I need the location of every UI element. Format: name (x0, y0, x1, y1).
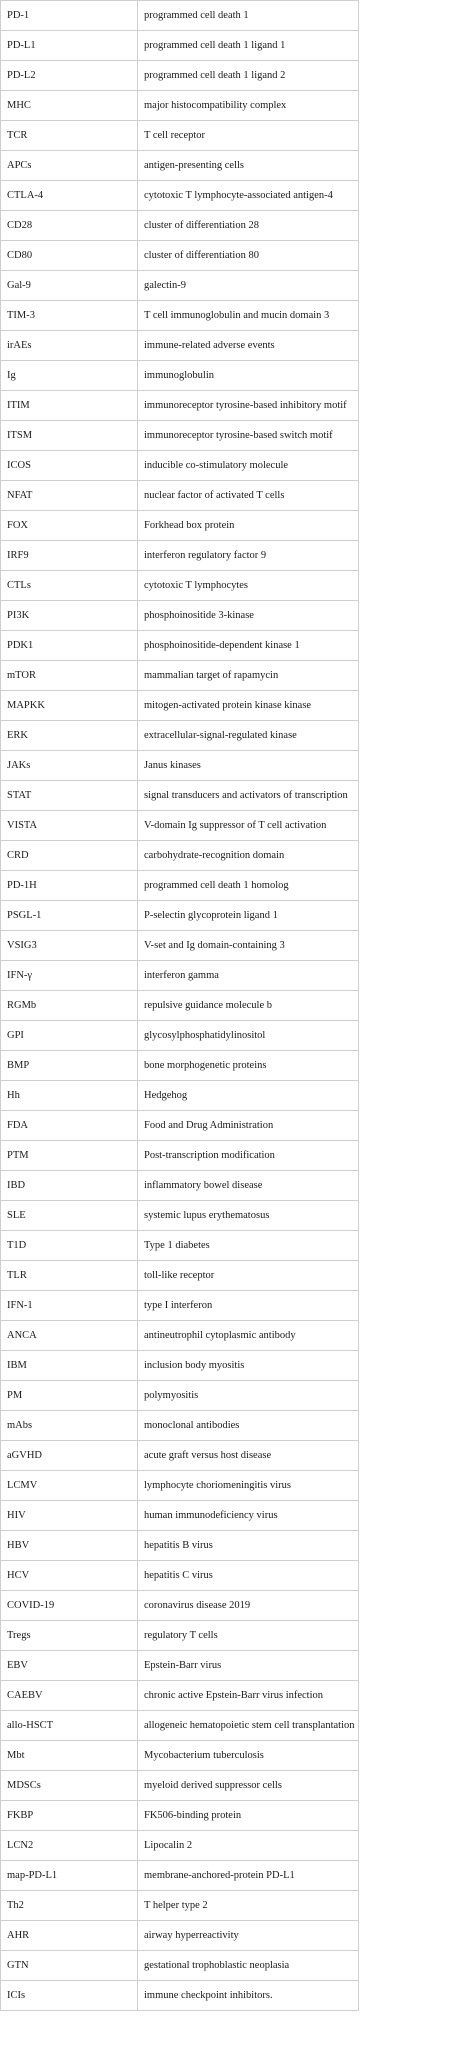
table-row (1, 1771, 359, 1801)
abbreviation-cell: CTLs (1, 571, 138, 601)
definition-cell: acute graft versus host disease (138, 1441, 359, 1471)
abbreviation-cell: PDK1 (1, 631, 138, 661)
abbreviation-cell: NFAT (1, 481, 138, 511)
definition-cell: mammalian target of rapamycin (138, 661, 359, 691)
abbreviation-cell: aGVHD (1, 1441, 138, 1471)
abbreviation-cell: AHR (1, 1921, 138, 1951)
abbreviation-cell: ITSM (1, 421, 138, 451)
table-row (1, 181, 359, 211)
abbreviation-cell: CD28 (1, 211, 138, 241)
abbreviation-cell: PI3K (1, 601, 138, 631)
definition-cell: immunoreceptor tyrosine-based inhibitory motif (138, 391, 359, 421)
abbreviation-cell: SLE (1, 1201, 138, 1231)
definition-cell: phosphoinositide 3-kinase (138, 601, 359, 631)
abbreviation-cell: mTOR (1, 661, 138, 691)
abbreviation-cell: PD-1H (1, 871, 138, 901)
table-row (1, 361, 359, 391)
definition-cell: programmed cell death 1 ligand 1 (138, 31, 359, 61)
table-row (1, 661, 359, 691)
definition-cell: Mycobacterium tuberculosis (138, 1741, 359, 1771)
abbreviation-cell: ANCA (1, 1321, 138, 1351)
definition-cell: human immunodeficiency virus (138, 1501, 359, 1531)
table-row (1, 571, 359, 601)
definition-cell: hepatitis C virus (138, 1561, 359, 1591)
definition-cell: interferon gamma (138, 961, 359, 991)
abbreviation-cell: GPI (1, 1021, 138, 1051)
abbreviation-cell: FKBP (1, 1801, 138, 1831)
definition-cell: Food and Drug Administration (138, 1111, 359, 1141)
definition-cell: programmed cell death 1 ligand 2 (138, 61, 359, 91)
abbreviation-cell: Th2 (1, 1891, 138, 1921)
table-row (1, 1921, 359, 1951)
definition-cell: V-set and Ig domain-containing 3 (138, 931, 359, 961)
abbreviation-cell: HBV (1, 1531, 138, 1561)
abbreviation-cell: map-PD-L1 (1, 1861, 138, 1891)
table-row (1, 721, 359, 751)
table-row (1, 901, 359, 931)
definition-cell: hepatitis B virus (138, 1531, 359, 1561)
table-row (1, 841, 359, 871)
abbreviation-cell: Mbt (1, 1741, 138, 1771)
table-row (1, 1111, 359, 1141)
abbreviation-cell: Gal-9 (1, 271, 138, 301)
table-row (1, 241, 359, 271)
table-row (1, 1561, 359, 1591)
definition-cell: coronavirus disease 2019 (138, 1591, 359, 1621)
definition-cell: cytotoxic T lymphocytes (138, 571, 359, 601)
abbreviation-cell: FDA (1, 1111, 138, 1141)
table-row (1, 931, 359, 961)
abbreviation-cell: TIM-3 (1, 301, 138, 331)
table-row (1, 1411, 359, 1441)
table-row (1, 1141, 359, 1171)
definition-cell: Forkhead box protein (138, 511, 359, 541)
table-row (1, 1321, 359, 1351)
definition-cell: carbohydrate-recognition domain (138, 841, 359, 871)
table-row (1, 1261, 359, 1291)
definition-cell: chronic active Epstein-Barr virus infection (138, 1681, 359, 1711)
abbreviation-cell: CAEBV (1, 1681, 138, 1711)
abbreviation-cell: ITIM (1, 391, 138, 421)
definition-cell: nuclear factor of activated T cells (138, 481, 359, 511)
definition-cell: inclusion body myositis (138, 1351, 359, 1381)
definition-cell: airway hyperreactivity (138, 1921, 359, 1951)
table-row (1, 1441, 359, 1471)
definition-cell: glycosylphosphatidylinositol (138, 1021, 359, 1051)
table-row (1, 1981, 359, 2011)
definition-cell: antineutrophil cytoplasmic antibody (138, 1321, 359, 1351)
abbreviation-cell: IBM (1, 1351, 138, 1381)
table-row (1, 1711, 359, 1741)
table-row (1, 601, 359, 631)
definition-cell: immune-related adverse events (138, 331, 359, 361)
definition-cell: extracellular-signal-regulated kinase (138, 721, 359, 751)
table-row (1, 1891, 359, 1921)
definition-cell: inflammatory bowel disease (138, 1171, 359, 1201)
table-row (1, 751, 359, 781)
table-row (1, 961, 359, 991)
definition-cell: interferon regulatory factor 9 (138, 541, 359, 571)
definition-cell: antigen-presenting cells (138, 151, 359, 181)
definition-cell: P-selectin glycoprotein ligand 1 (138, 901, 359, 931)
abbreviation-cell: PD-L2 (1, 61, 138, 91)
table-row (1, 1351, 359, 1381)
table-row (1, 61, 359, 91)
abbreviation-cell: MAPKK (1, 691, 138, 721)
definition-cell: myeloid derived suppressor cells (138, 1771, 359, 1801)
abbreviation-cell: COVID-19 (1, 1591, 138, 1621)
abbreviation-cell: IRF9 (1, 541, 138, 571)
abbreviation-cell: HCV (1, 1561, 138, 1591)
definition-cell: Epstein-Barr virus (138, 1651, 359, 1681)
definition-cell: programmed cell death 1 (138, 1, 359, 31)
table-row (1, 1231, 359, 1261)
definition-cell: phosphoinositide-dependent kinase 1 (138, 631, 359, 661)
abbreviation-cell: LCMV (1, 1471, 138, 1501)
table-row (1, 631, 359, 661)
definition-cell: signal transducers and activators of transcription (138, 781, 359, 811)
table-row (1, 811, 359, 841)
abbreviation-cell: IFN-γ (1, 961, 138, 991)
table-row (1, 1831, 359, 1861)
definition-cell: Type 1 diabetes (138, 1231, 359, 1261)
table-row (1, 1471, 359, 1501)
table-row (1, 1531, 359, 1561)
abbreviation-cell: T1D (1, 1231, 138, 1261)
abbreviation-cell: JAKs (1, 751, 138, 781)
definition-cell: cluster of differentiation 28 (138, 211, 359, 241)
abbreviation-cell: IFN-1 (1, 1291, 138, 1321)
table-row (1, 151, 359, 181)
table-row (1, 451, 359, 481)
definition-cell: T cell immunoglobulin and mucin domain 3 (138, 301, 359, 331)
table-row (1, 1651, 359, 1681)
definition-cell: monoclonal antibodies (138, 1411, 359, 1441)
table-row (1, 1381, 359, 1411)
table-row (1, 271, 359, 301)
abbreviation-cell: LCN2 (1, 1831, 138, 1861)
definition-cell: toll-like receptor (138, 1261, 359, 1291)
definition-cell: Lipocalin 2 (138, 1831, 359, 1861)
table-row (1, 1051, 359, 1081)
abbreviation-cell: VSIG3 (1, 931, 138, 961)
abbreviation-cell: PD-L1 (1, 31, 138, 61)
definition-cell: V-domain Ig suppressor of T cell activation (138, 811, 359, 841)
table-row (1, 1081, 359, 1111)
table-row (1, 121, 359, 151)
table-row (1, 421, 359, 451)
abbreviation-cell: APCs (1, 151, 138, 181)
abbreviation-cell: FOX (1, 511, 138, 541)
definition-cell: systemic lupus erythematosus (138, 1201, 359, 1231)
abbreviation-cell: TLR (1, 1261, 138, 1291)
abbreviation-table-body (1, 1, 359, 2011)
table-row (1, 481, 359, 511)
definition-cell: Post-transcription modification (138, 1141, 359, 1171)
definition-cell: lymphocyte choriomeningitis virus (138, 1471, 359, 1501)
table-row (1, 991, 359, 1021)
abbreviation-cell: mAbs (1, 1411, 138, 1441)
table-row (1, 91, 359, 121)
definition-cell: immunoreceptor tyrosine-based switch motif (138, 421, 359, 451)
abbreviation-cell: CTLA-4 (1, 181, 138, 211)
definition-cell: mitogen-activated protein kinase kinase (138, 691, 359, 721)
abbreviation-cell: ICOS (1, 451, 138, 481)
table-row (1, 781, 359, 811)
table-row (1, 31, 359, 61)
definition-cell: programmed cell death 1 homolog (138, 871, 359, 901)
abbreviation-cell: IBD (1, 1171, 138, 1201)
abbreviation-cell: MHC (1, 91, 138, 121)
abbreviation-cell: PTM (1, 1141, 138, 1171)
definition-cell: T helper type 2 (138, 1891, 359, 1921)
table-row (1, 1621, 359, 1651)
definition-cell: polymyositis (138, 1381, 359, 1411)
table-row (1, 1, 359, 31)
definition-cell: Janus kinases (138, 751, 359, 781)
definition-cell: repulsive guidance molecule b (138, 991, 359, 1021)
table-row (1, 541, 359, 571)
abbreviation-cell: PM (1, 1381, 138, 1411)
abbreviation-cell: VISTA (1, 811, 138, 841)
abbreviation-cell: MDSCs (1, 1771, 138, 1801)
table-row (1, 1681, 359, 1711)
definition-cell: immunoglobulin (138, 361, 359, 391)
definition-cell: cytotoxic T lymphocyte-associated antigen-4 (138, 181, 359, 211)
definition-cell: type I interferon (138, 1291, 359, 1321)
abbreviation-cell: PD-1 (1, 1, 138, 31)
abbreviation-cell: HIV (1, 1501, 138, 1531)
table-row (1, 391, 359, 421)
abbreviation-cell: STAT (1, 781, 138, 811)
abbreviation-cell: CD80 (1, 241, 138, 271)
definition-cell: allogeneic hematopoietic stem cell transplantation (138, 1711, 359, 1741)
table-row (1, 1201, 359, 1231)
abbreviation-cell: TCR (1, 121, 138, 151)
abbreviation-cell: allo-HSCT (1, 1711, 138, 1741)
definition-cell: membrane-anchored-protein PD-L1 (138, 1861, 359, 1891)
table-row (1, 691, 359, 721)
abbreviation-cell: GTN (1, 1951, 138, 1981)
table-row (1, 1171, 359, 1201)
definition-cell: gestational trophoblastic neoplasia (138, 1951, 359, 1981)
definition-cell: FK506-binding protein (138, 1801, 359, 1831)
definition-cell: major histocompatibility complex (138, 91, 359, 121)
abbreviation-cell: ICIs (1, 1981, 138, 2011)
definition-cell: regulatory T cells (138, 1621, 359, 1651)
table-row (1, 331, 359, 361)
abbreviation-cell: irAEs (1, 331, 138, 361)
table-row (1, 1291, 359, 1321)
abbreviation-cell: Ig (1, 361, 138, 391)
definition-cell: bone morphogenetic proteins (138, 1051, 359, 1081)
table-row (1, 511, 359, 541)
table-row (1, 1591, 359, 1621)
abbreviation-cell: EBV (1, 1651, 138, 1681)
table-row (1, 1951, 359, 1981)
table-row (1, 1801, 359, 1831)
table-row (1, 211, 359, 241)
definition-cell: T cell receptor (138, 121, 359, 151)
abbreviation-cell: CRD (1, 841, 138, 871)
table-row (1, 1501, 359, 1531)
definition-cell: cluster of differentiation 80 (138, 241, 359, 271)
table-row (1, 871, 359, 901)
table-row (1, 1741, 359, 1771)
abbreviation-cell: BMP (1, 1051, 138, 1081)
definition-cell: Hedgehog (138, 1081, 359, 1111)
table-row (1, 1861, 359, 1891)
abbreviation-cell: ERK (1, 721, 138, 751)
definition-cell: galectin-9 (138, 271, 359, 301)
definition-cell: inducible co-stimulatory molecule (138, 451, 359, 481)
table-row (1, 1021, 359, 1051)
abbreviation-cell: RGMb (1, 991, 138, 1021)
table-row (1, 301, 359, 331)
abbreviation-cell: Hh (1, 1081, 138, 1111)
definition-cell: immune checkpoint inhibitors. (138, 1981, 359, 2011)
abbreviation-cell: Tregs (1, 1621, 138, 1651)
abbreviation-cell: PSGL-1 (1, 901, 138, 931)
